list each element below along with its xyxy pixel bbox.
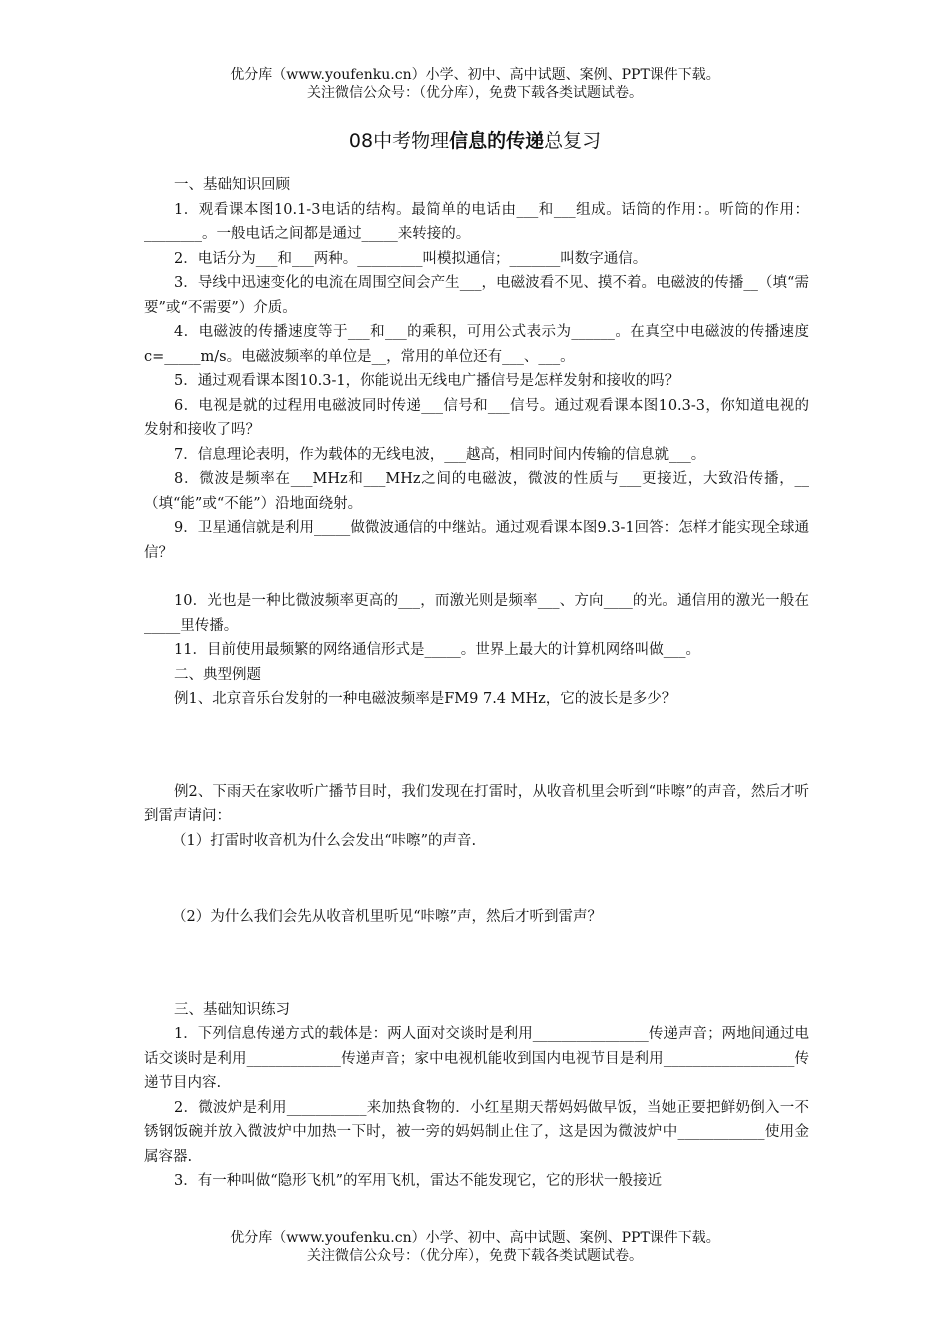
s3-item-3: 3．有一种叫做“隐形飞机”的军用飞机，雷达不能发现它，它的形状一般接近 (174, 1173, 663, 1189)
page-footer (0, 1229, 950, 1265)
s1-item-11: 11．目前使用最频繁的网络通信形式是_____。世界上最大的计算机网络叫做___。 (174, 642, 700, 658)
footer-line-1: 优分库（www.youfenku.cn）小学、初中、高中试题、案例、PPT课件下载。 (230, 1230, 720, 1246)
example-1: 例1、北京音乐台发射的一种电磁波频率是FM9 7.4 MHz，它的波长是多少？ (174, 691, 677, 707)
s1-item-10: 10．光也是一种比微波频率更高的___，而激光则是频率___、方向____的光。通信用的激光一般在_____里传播。 (144, 593, 809, 634)
example-2-question-2: （2）为什么我们会先从收音机里听见“咔嚓”声，然后才听到雷声？ (172, 909, 603, 925)
page-header (0, 66, 950, 102)
example-2: 例2、下雨天在家收听广播节目时，我们发现在打雷时，从收音机里会听到“咔嚓”的声音，然后才听到雷声请问： (144, 783, 809, 824)
s1-item-1: 1．观看课本图10.1-3电话的结构。最简单的电话由___和___组成。话筒的作用：。听筒的作用：________。一般电话之间都是通过_____来转接的。 (144, 201, 809, 242)
s3-item-2: 2．微波炉是利用___________来加热食物的．小红星期天帮妈妈做早饭，当她正要把鲜奶倒入一不锈钢饭碗并放入微波炉中加热一下时，被一旁的妈妈制止住了，这是因为微波炉中____________使用金属容器. (144, 1099, 809, 1165)
s1-item-4: 4．电磁波的传播速度等于___和___的乘积，可用公式表示为______。在真空中电磁波的传播速度c=_____m/s。电磁波频率的单位是__，常用的单位还有___、___。 (144, 324, 809, 365)
title-bold: 信息的传递 (449, 130, 545, 152)
s1-item-2: 2．电话分为___和___两种。_________叫模拟通信；_______叫数字通信。 (174, 250, 648, 267)
s1-item-6: 6．电视是就的过程用电磁波同时传递___信号和___信号。通过观看课本图10.3-3，你知道电视的发射和接收了吗？ (144, 397, 809, 438)
section-3-heading: 三、基础知识练习 (174, 1001, 290, 1018)
s1-item-3: 3．导线中迅速变化的电流在周围空间会产生___，电磁波看不见、摸不着。电磁波的传播__（填“需要”或“不需要”）介质。 (144, 275, 809, 316)
title-prefix: 08中考物理 (348, 130, 450, 152)
s3-item-1: 1．下列信息传递方式的载体是：两人面对交谈时是利用________________传递声音；两地间通过电话交谈时是利用_____________传递声音；家中电视机能收到国内电视节目是利用__________________传递节目内容. (144, 1026, 809, 1091)
s1-item-5: 5．通过观看课本图10.3-1，你能说出无线电广播信号是怎样发射和接收的吗？ (174, 373, 680, 389)
example-2-question-1: （1）打雷时收音机为什么会发出“咔嚓”的声音. (172, 832, 477, 849)
section-1-heading: 一、基础知识回顾 (174, 177, 290, 193)
s1-item-9: 9．卫星通信就是利用_____做微波通信的中继站。通过观看课本图9.3-1回答：怎样才能实现全球通信？ (144, 520, 809, 561)
page-title (0, 126, 950, 153)
header-line-1: 优分库（www.youfenku.cn）小学、初中、高中试题、案例、PPT课件下载。 (230, 67, 720, 83)
header-line-2: 关注微信公众号：（优分库），免费下载各类试题试卷。 (307, 85, 643, 101)
title-suffix: 总复习 (544, 130, 602, 152)
document-body (144, 173, 809, 1193)
footer-line-2: 关注微信公众号：（优分库），免费下载各类试题试卷。 (307, 1248, 643, 1264)
s1-item-7: 7．信息理论表明，作为载体的无线电波，___越高，相同时间内传输的信息就___。 (174, 446, 706, 463)
section-2-heading: 二、典型例题 (174, 666, 261, 683)
s1-item-8: 8．微波是频率在___MHz和___MHz之间的电磁波，微波的性质与___更接近，大致沿传播，__（填“能”或“不能”）沿地面绕射。 (144, 471, 809, 512)
